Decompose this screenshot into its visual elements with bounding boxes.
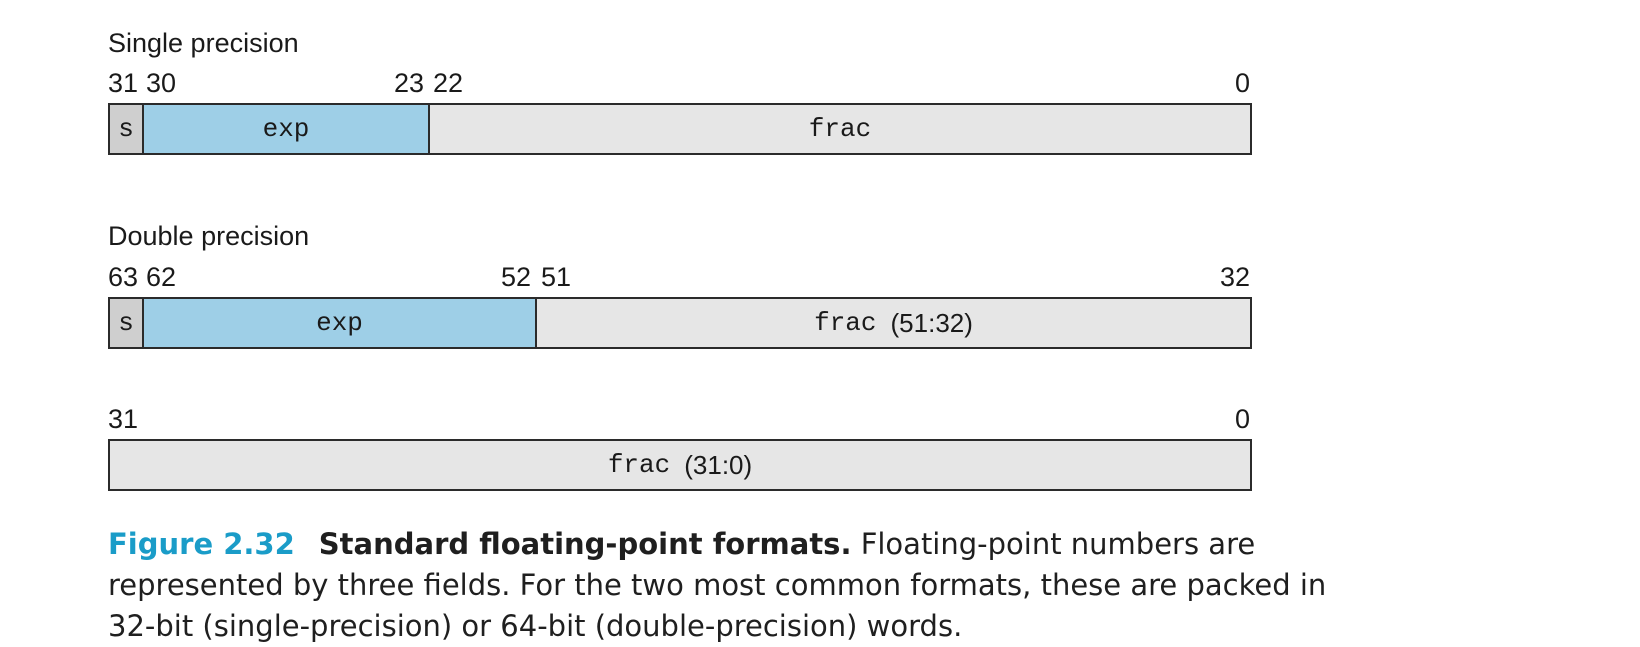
bit-label-62: 62 [146, 262, 177, 292]
exponent-field [144, 103, 430, 155]
sign-field-label: s [118, 114, 134, 144]
figure-label: Figure 2.32 [108, 527, 295, 561]
exponent-field-label: exp [262, 114, 310, 144]
bit-label-23: 23 [394, 68, 425, 98]
double-precision-high-word [108, 297, 1252, 349]
double-precision-low-word [108, 439, 1252, 491]
sign-field [108, 103, 144, 155]
exponent-field [144, 297, 537, 349]
bit-label-31: 31 [108, 68, 139, 98]
fraction-high-range: (51:32) [890, 307, 973, 338]
bit-label-51: 51 [541, 262, 572, 292]
bit-label-22: 22 [433, 68, 464, 98]
double-precision-title: Double precision [108, 221, 310, 251]
bit-label-52: 52 [501, 262, 532, 292]
fraction-low-label: frac [607, 450, 671, 480]
fraction-low-range: (31:0) [684, 449, 753, 480]
figure-caption [108, 524, 1358, 647]
bit-label-31-low: 31 [108, 404, 139, 434]
sign-field-label: s [118, 308, 134, 338]
figure-caption-text: Floating-point numbers are represented by three fields. For the two most common formats, these are packed in 32-bit (single-precision) or 64-bit (double-precision) words. [108, 527, 1327, 643]
bit-label-32: 32 [1219, 262, 1250, 292]
figure-title: Standard floating-point formats. [318, 527, 852, 561]
bit-label-0: 0 [1234, 68, 1250, 98]
fraction-high-field [537, 297, 1252, 349]
fraction-field [430, 103, 1252, 155]
single-precision-title: Single precision [108, 28, 299, 58]
exponent-field-label: exp [316, 308, 363, 338]
bit-label-0-low: 0 [1234, 404, 1250, 434]
bit-label-30: 30 [146, 68, 177, 98]
fraction-field-label: frac [808, 114, 872, 144]
fraction-low-field [108, 439, 1252, 491]
bit-label-63: 63 [108, 262, 139, 292]
single-precision-format [108, 103, 1252, 155]
fraction-high-label: frac [814, 308, 877, 338]
sign-field [108, 297, 144, 349]
